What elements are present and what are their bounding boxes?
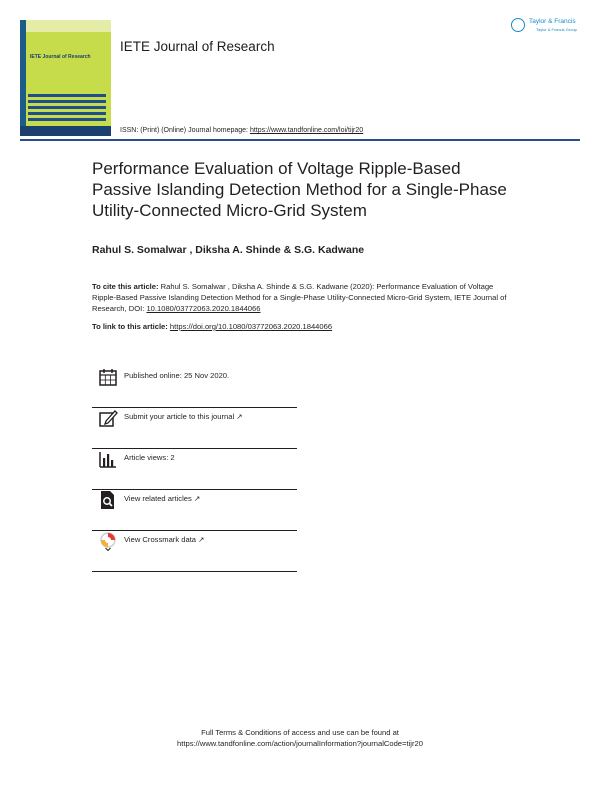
edit-icon — [98, 408, 118, 428]
publisher-logo-text: Taylor & Francis — [529, 18, 576, 25]
issn-line — [120, 127, 363, 134]
terms-footer — [0, 727, 600, 749]
submit-article-row[interactable] — [92, 408, 297, 449]
article-views-row — [92, 449, 297, 490]
published-online-row — [92, 367, 297, 408]
published-online-text: Published online: 25 Nov 2020. — [124, 371, 230, 380]
header-divider — [20, 139, 580, 141]
publisher-logo-icon — [511, 18, 525, 32]
bar-chart-icon — [98, 449, 118, 469]
cover-top-band — [20, 20, 111, 32]
issn-text: ISSN: (Print) (Online) Journal homepage: — [120, 127, 250, 134]
cover-stripe — [28, 100, 106, 103]
cover-stripe — [28, 94, 106, 97]
doi-link[interactable]: 10.1080/03772063.2020.1844066 — [146, 304, 261, 313]
cover-footer-band — [20, 126, 111, 136]
citation-text: Rahul S. Somalwar , Diksha A. Shinde & S.G. Kadwane (2020): Performance Evaluation of Voltage Ripple-Based Passive Islanding Detection Method for a Single-Phase Utility-Connected Micro-Grid System, IETE Journal of Research, DOI: — [92, 282, 507, 313]
external-link-icon: ↗ — [236, 412, 243, 421]
cover-stripe — [28, 112, 106, 115]
cover-stripe — [28, 118, 106, 121]
search-document-icon — [98, 490, 118, 510]
publisher-logo[interactable] — [511, 16, 583, 36]
article-doi-url[interactable]: https://doi.org/10.1080/03772063.2020.1844066 — [169, 322, 333, 331]
terms-text: Full Terms & Conditions of access and use can be found at — [201, 728, 399, 737]
crossmark-link[interactable] — [124, 535, 205, 544]
cover-side-strip — [20, 20, 26, 136]
link-label: To link to this article: — [92, 322, 170, 331]
citation-label: To cite this article: — [92, 282, 159, 291]
terms-link[interactable]: https://www.tandfonline.com/action/journalInformation?journalCode=tijr20 — [177, 739, 423, 748]
publisher-logo-subtext: Taylor & Francis Group — [536, 27, 577, 32]
related-articles-row[interactable] — [92, 490, 297, 531]
external-link-icon: ↗ — [193, 494, 201, 503]
crossmark-label: View Crossmark data — [124, 535, 197, 544]
journal-title[interactable]: IETE Journal of Research — [120, 39, 275, 54]
journal-cover-image — [20, 20, 111, 136]
submit-article-label: Submit your article to this journal — [124, 412, 235, 421]
external-link-icon: ↗ — [198, 535, 205, 544]
article-title: Performance Evaluation of Voltage Ripple-Based Passive Islanding Detection Method for a Single-Phase Utility-Connected Micro-Grid System — [92, 159, 507, 220]
related-articles-label: View related articles — [124, 494, 192, 503]
submit-article-link[interactable] — [124, 412, 243, 421]
cover-stripe — [28, 106, 106, 109]
related-articles-link[interactable] — [124, 494, 200, 503]
calendar-icon — [98, 367, 118, 387]
article-views-text: Article views: 2 — [124, 453, 175, 462]
cover-title: IETE Journal of Research — [30, 54, 91, 60]
journal-homepage-link[interactable]: https://www.tandfonline.com/loi/tijr20 — [249, 127, 364, 134]
article-link-line — [92, 322, 332, 331]
citation-block — [92, 281, 517, 314]
crossmark-icon — [98, 531, 118, 551]
crossmark-row[interactable] — [92, 531, 297, 572]
article-authors: Rahul S. Somalwar , Diksha A. Shinde & S.G. Kadwane — [92, 244, 365, 256]
